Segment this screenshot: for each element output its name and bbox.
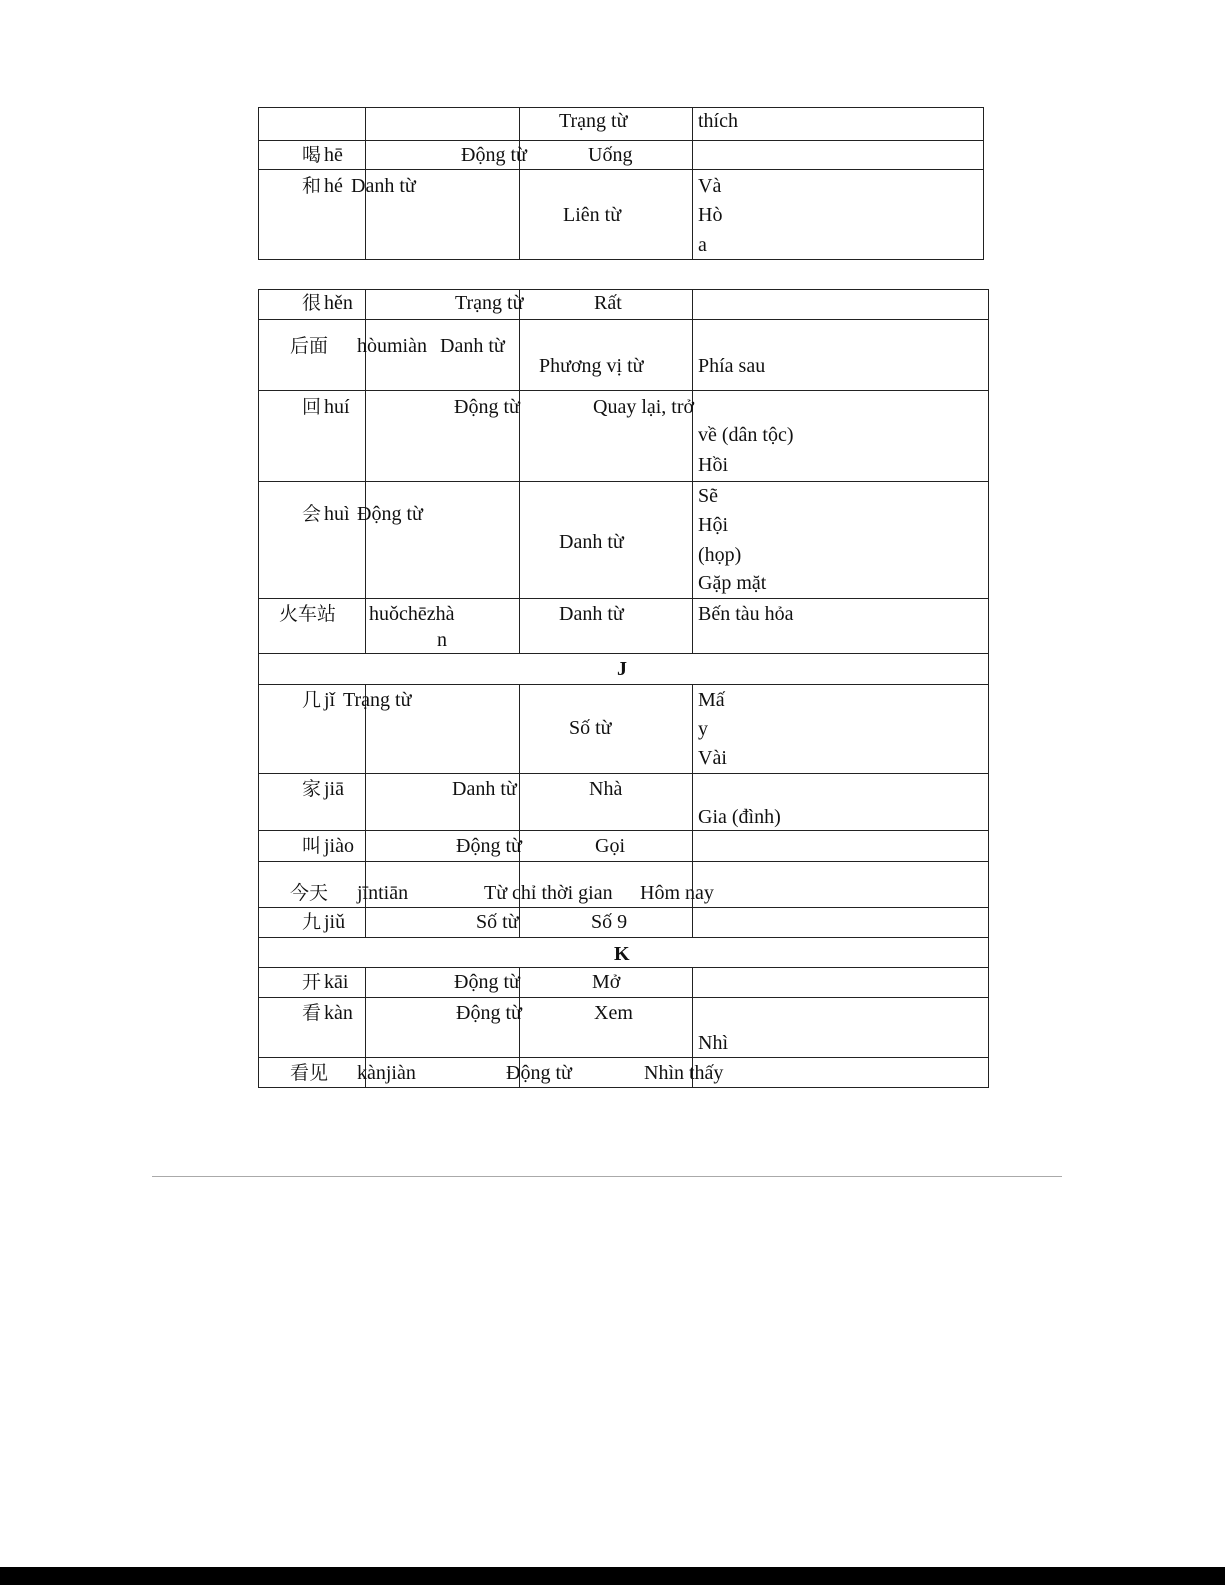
pinyin-cell: jiā <box>324 778 344 800</box>
table-rule <box>258 1087 989 1088</box>
meaning-cell: Sẽ <box>698 485 718 507</box>
meaning-cell: Nhìn thấy <box>644 1062 724 1084</box>
table-rule <box>258 907 989 908</box>
meaning-cell: Gia (đình) <box>698 806 781 828</box>
pos-cell: Danh từ <box>351 175 416 197</box>
meaning-cell: Rất <box>594 292 622 314</box>
table-rule <box>258 773 989 774</box>
pinyin-cell: jiǔ <box>324 911 346 933</box>
table-rule <box>258 997 989 998</box>
pos-cell: Động từ <box>357 503 423 525</box>
hanzi-cell: 叫 <box>302 835 322 857</box>
pos-cell: Danh từ <box>440 335 505 357</box>
pos-cell: Số từ <box>476 911 519 933</box>
meaning-cell: Hôm nay <box>640 882 714 904</box>
page-bottom-edge <box>0 1567 1225 1585</box>
table-rule <box>258 140 984 141</box>
table-rule <box>258 481 989 482</box>
pos-cell: Động từ <box>506 1062 572 1084</box>
meaning-cell: Uống <box>588 144 633 166</box>
meaning-cell: Bến tàu hỏa <box>698 603 794 625</box>
meaning-cell: Gặp mặt <box>698 572 767 594</box>
table-rule <box>258 653 989 654</box>
pos-cell: Trạng từ <box>343 689 412 711</box>
table-rule <box>258 289 259 1088</box>
pos-cell: Danh từ <box>559 531 624 553</box>
pinyin-cell: kāi <box>324 971 349 993</box>
meaning-cell: (họp) <box>698 544 742 566</box>
meaning-cell: Nhì <box>698 1032 728 1054</box>
table-rule <box>692 289 693 653</box>
table-rule <box>519 289 520 653</box>
hanzi-cell: 看见 <box>290 1062 329 1084</box>
meaning-cell: y <box>698 718 708 740</box>
hanzi-cell: 开 <box>302 971 322 993</box>
meaning-cell: Xem <box>594 1002 633 1024</box>
hanzi-cell: 火车站 <box>279 603 337 625</box>
pos-cell: Từ chỉ thời gian <box>484 882 613 904</box>
hanzi-cell: 后面 <box>290 335 329 357</box>
table-rule <box>258 319 989 320</box>
meaning-cell: Phía sau <box>698 355 766 377</box>
meaning-cell: Hội <box>698 514 728 536</box>
pinyin-cell: huí <box>324 396 350 418</box>
pinyin-cell: hěn <box>324 292 353 314</box>
pinyin-cell: jǐ <box>324 689 336 711</box>
hanzi-cell: 九 <box>302 911 322 933</box>
hanzi-cell: 看 <box>302 1002 322 1024</box>
meaning-cell: Quay lại, trở <box>593 396 695 418</box>
table-rule <box>258 169 984 170</box>
meaning-cell: Mở <box>592 971 621 993</box>
table-rule <box>519 107 520 260</box>
hanzi-cell: 喝 <box>302 144 322 166</box>
page-separator <box>152 1176 1062 1177</box>
table-rule <box>258 1057 989 1058</box>
pinyin-cell: n <box>437 629 447 651</box>
pinyin-cell: hòumiàn <box>357 335 427 357</box>
pinyin-cell: kàn <box>324 1002 353 1024</box>
hanzi-cell: 家 <box>302 778 322 800</box>
pos-cell: Động từ <box>454 971 520 993</box>
pos-cell: Trạng từ <box>455 292 524 314</box>
pos-cell: Động từ <box>456 1002 522 1024</box>
hanzi-cell: 几 <box>302 689 322 711</box>
meaning-cell: Và <box>698 175 722 197</box>
meaning-cell: về (dân tộc) <box>698 424 794 446</box>
pos-cell: Số từ <box>569 717 612 739</box>
pos-cell: Phương vị từ <box>539 355 644 377</box>
table-rule <box>258 861 989 862</box>
pos-cell: Trạng từ <box>559 110 628 132</box>
hanzi-cell: 回 <box>302 396 322 418</box>
table-rule <box>983 107 984 260</box>
pos-cell: Động từ <box>454 396 520 418</box>
meaning-cell: a <box>698 234 707 256</box>
meaning-cell: Mấ <box>698 689 725 711</box>
table-rule <box>692 107 693 260</box>
table-rule <box>258 107 984 108</box>
meaning-cell: Số 9 <box>591 911 628 933</box>
pinyin-cell: hē <box>324 144 343 166</box>
pos-cell: Liên từ <box>563 204 622 226</box>
pinyin-cell: huǒchēzhà <box>369 603 455 625</box>
meaning-cell: Vài <box>698 747 727 769</box>
meaning-cell: Hò <box>698 204 723 226</box>
table-rule <box>258 259 984 260</box>
section-heading-j: J <box>617 658 627 680</box>
table-rule <box>258 967 989 968</box>
table-rule <box>258 830 989 831</box>
table-rule <box>258 937 989 938</box>
pos-cell: Động từ <box>461 144 527 166</box>
hanzi-cell: 和 <box>302 175 322 197</box>
table-rule <box>258 390 989 391</box>
table-rule <box>258 107 259 260</box>
pinyin-cell: huì <box>324 503 350 525</box>
meaning-cell: Gọi <box>595 835 625 857</box>
pinyin-cell: hé <box>324 175 343 197</box>
table-rule <box>258 598 989 599</box>
meaning-cell: thích <box>698 110 738 132</box>
table-rule <box>258 289 989 290</box>
hanzi-cell: 很 <box>302 292 322 314</box>
pinyin-cell: kànjiàn <box>357 1062 416 1084</box>
section-heading-k: K <box>614 943 630 965</box>
table-rule <box>258 684 989 685</box>
pinyin-cell: jīntiān <box>357 882 409 904</box>
hanzi-cell: 今天 <box>290 882 329 904</box>
meaning-cell: Nhà <box>589 778 623 800</box>
pos-cell: Danh từ <box>559 603 624 625</box>
meaning-cell: Hồi <box>698 454 728 476</box>
table-rule <box>988 289 989 1088</box>
pinyin-cell: jiào <box>324 835 354 857</box>
pos-cell: Động từ <box>456 835 522 857</box>
pos-cell: Danh từ <box>452 778 517 800</box>
hanzi-cell: 会 <box>302 503 322 525</box>
